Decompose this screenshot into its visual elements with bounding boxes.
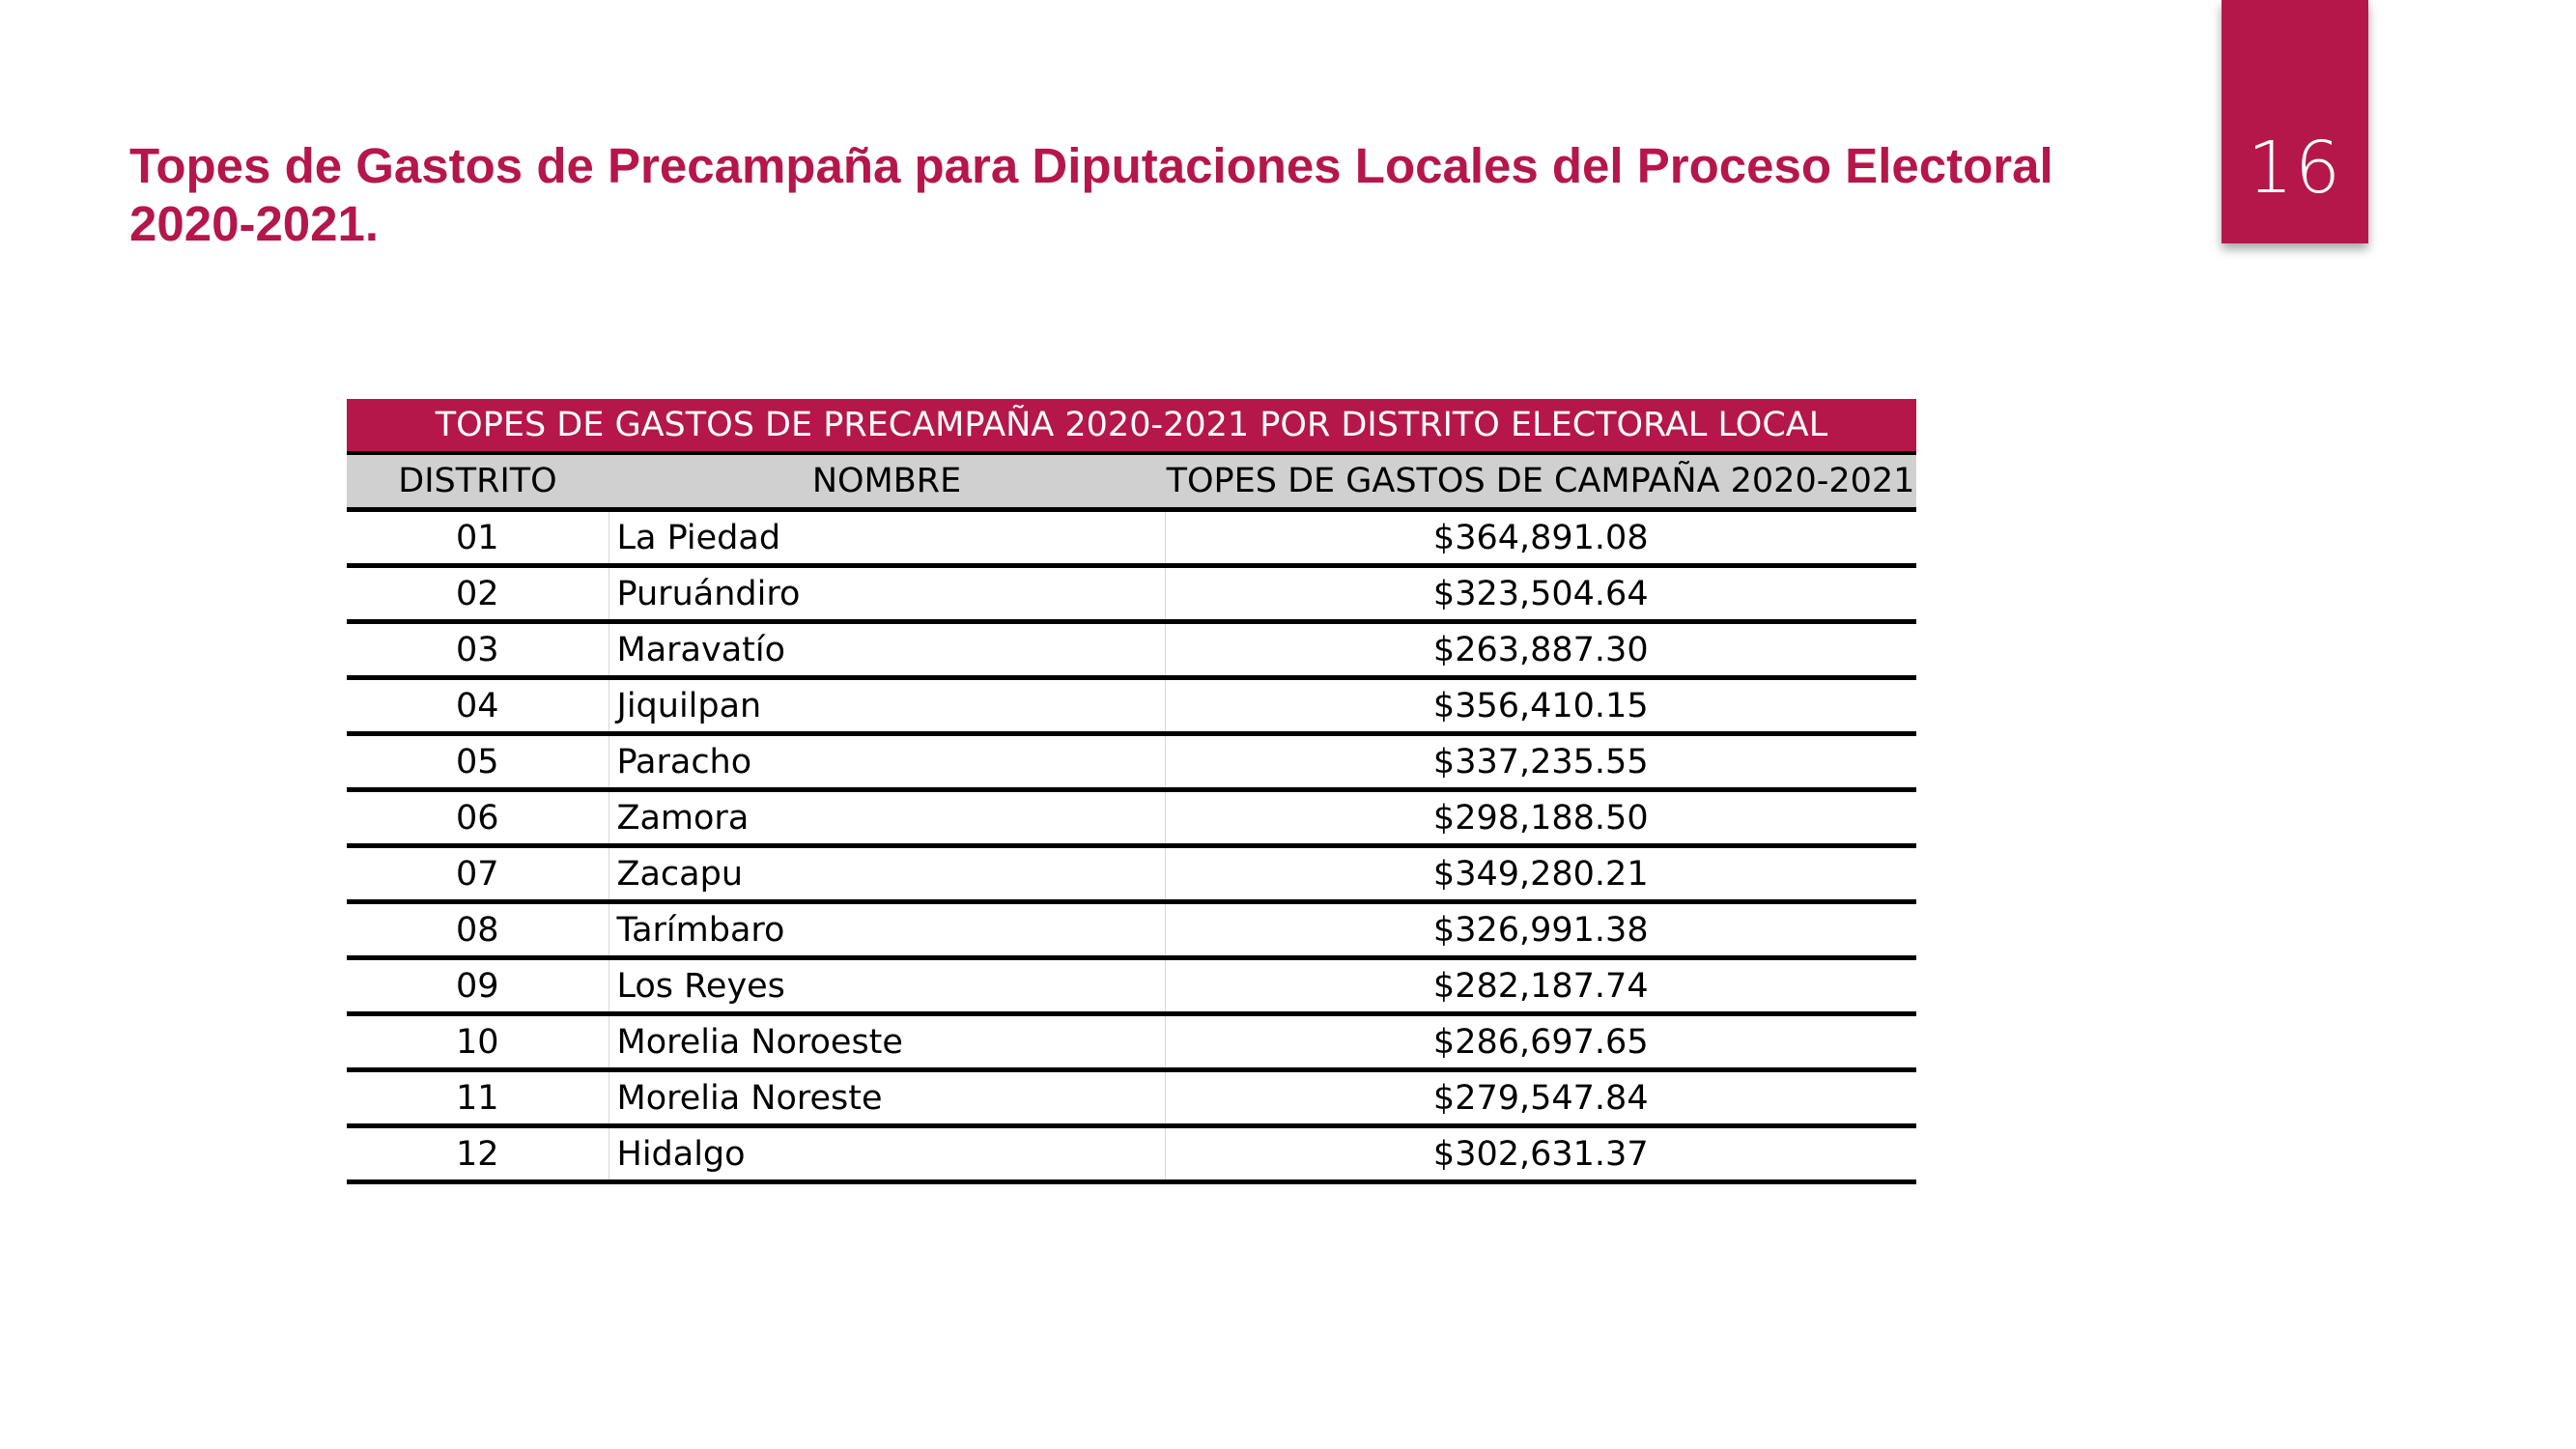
column-header-distrito: DISTRITO bbox=[347, 453, 609, 510]
district-name-cell: Jiquilpan bbox=[609, 678, 1165, 734]
district-name-cell: Tarímbaro bbox=[609, 902, 1165, 958]
table-row bbox=[347, 1014, 1916, 1070]
spending-cap-cell: $298,188.50 bbox=[1165, 790, 1916, 846]
table-row bbox=[347, 566, 1916, 622]
spending-cap-cell: $263,887.30 bbox=[1165, 622, 1916, 678]
district-number-cell: 02 bbox=[347, 566, 609, 622]
district-number-cell: 07 bbox=[347, 846, 609, 902]
district-name-cell: Los Reyes bbox=[609, 958, 1165, 1014]
district-name-cell: Paracho bbox=[609, 734, 1165, 790]
table-row bbox=[347, 1126, 1916, 1182]
spending-cap-cell: $286,697.65 bbox=[1165, 1014, 1916, 1070]
district-name-cell: Zamora bbox=[609, 790, 1165, 846]
spending-cap-cell: $337,235.55 bbox=[1165, 734, 1916, 790]
district-number-cell: 05 bbox=[347, 734, 609, 790]
budget-table bbox=[347, 399, 1916, 1184]
table-caption-row bbox=[347, 399, 1916, 453]
table-row bbox=[347, 846, 1916, 902]
column-header-nombre: NOMBRE bbox=[609, 453, 1165, 510]
table-row bbox=[347, 790, 1916, 846]
spending-cap-cell: $323,504.64 bbox=[1165, 566, 1916, 622]
district-name-cell: La Piedad bbox=[609, 510, 1165, 566]
district-name-cell: Zacapu bbox=[609, 846, 1165, 902]
district-number-cell: 08 bbox=[347, 902, 609, 958]
table-header-row bbox=[347, 453, 1916, 510]
district-name-cell: Puruándiro bbox=[609, 566, 1165, 622]
budget-table-container bbox=[347, 399, 1916, 1184]
district-number-cell: 10 bbox=[347, 1014, 609, 1070]
table-row bbox=[347, 902, 1916, 958]
district-number-cell: 09 bbox=[347, 958, 609, 1014]
district-number-cell: 12 bbox=[347, 1126, 609, 1182]
spending-cap-cell: $302,631.37 bbox=[1165, 1126, 1916, 1182]
spending-cap-cell: $364,891.08 bbox=[1165, 510, 1916, 566]
table-row bbox=[347, 958, 1916, 1014]
spending-cap-cell: $326,991.38 bbox=[1165, 902, 1916, 958]
spending-cap-cell: $279,547.84 bbox=[1165, 1070, 1916, 1126]
spending-cap-cell: $356,410.15 bbox=[1165, 678, 1916, 734]
table-row bbox=[347, 622, 1916, 678]
spending-cap-cell: $349,280.21 bbox=[1165, 846, 1916, 902]
table-row bbox=[347, 678, 1916, 734]
district-number-cell: 04 bbox=[347, 678, 609, 734]
table-row bbox=[347, 734, 1916, 790]
district-name-cell: Morelia Noroeste bbox=[609, 1014, 1165, 1070]
spending-cap-cell: $282,187.74 bbox=[1165, 958, 1916, 1014]
district-number-cell: 06 bbox=[347, 790, 609, 846]
district-name-cell: Maravatío bbox=[609, 622, 1165, 678]
table-caption: TOPES DE GASTOS DE PRECAMPAÑA 2020-2021 POR DISTRITO ELECTORAL LOCAL bbox=[347, 399, 1916, 453]
column-header-topes: TOPES DE GASTOS DE CAMPAÑA 2020-2021 bbox=[1165, 453, 1916, 510]
table-row bbox=[347, 1070, 1916, 1126]
district-name-cell: Morelia Noreste bbox=[609, 1070, 1165, 1126]
page-number-badge bbox=[2222, 0, 2368, 243]
slide-title: Topes de Gastos de Precampaña para Diputaciones Locales del Proceso Electoral 2020-2021. bbox=[129, 138, 2053, 251]
district-number-cell: 01 bbox=[347, 510, 609, 566]
district-number-cell: 03 bbox=[347, 622, 609, 678]
table-row bbox=[347, 510, 1916, 566]
page-number: 16 bbox=[2247, 127, 2343, 210]
table-body bbox=[347, 510, 1916, 1182]
district-name-cell: Hidalgo bbox=[609, 1126, 1165, 1182]
district-number-cell: 11 bbox=[347, 1070, 609, 1126]
